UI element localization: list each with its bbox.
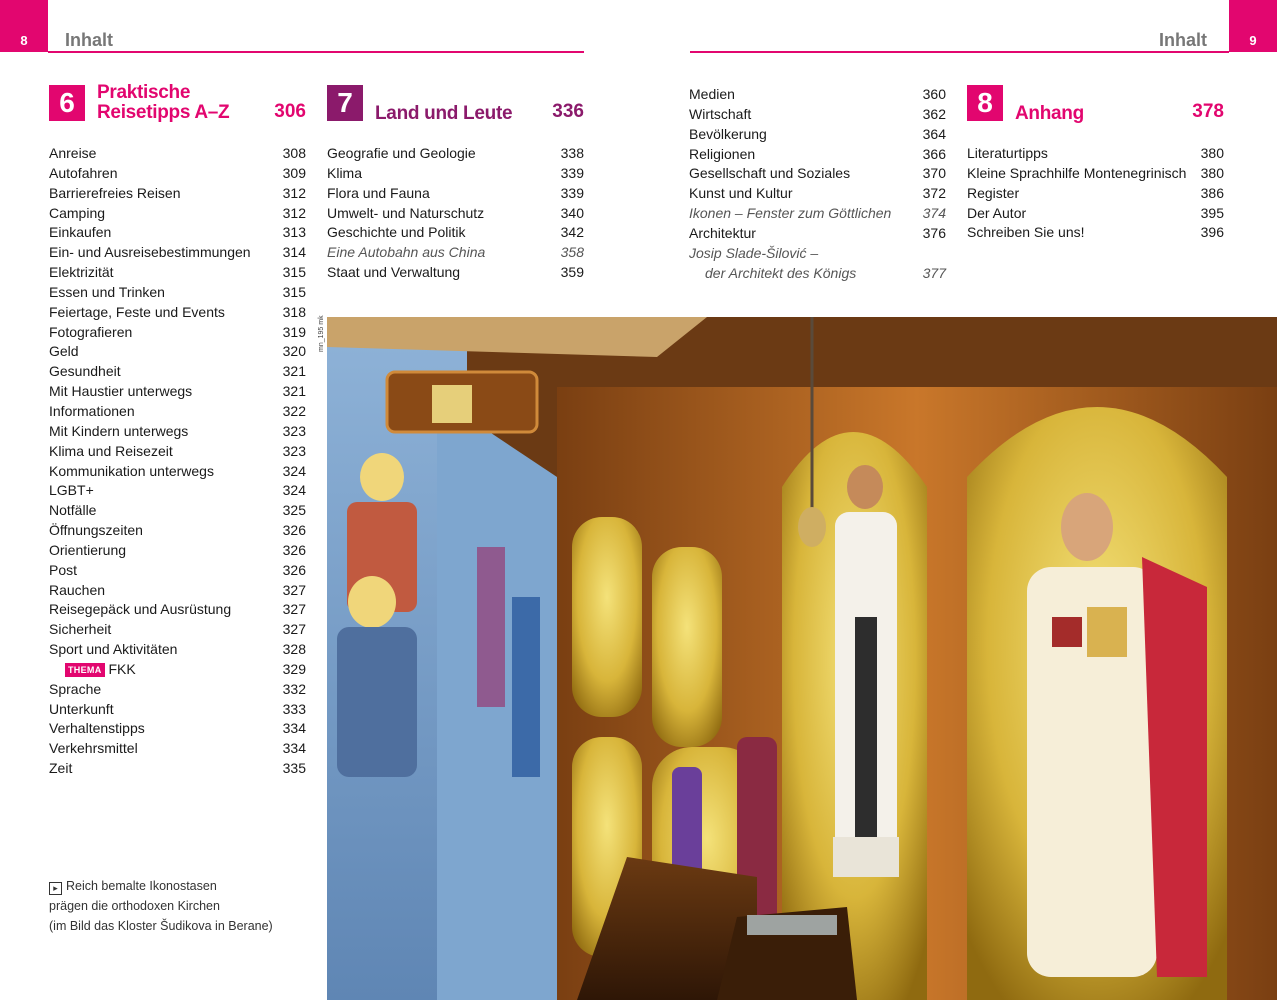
- toc-entry-text: Unterkunft: [49, 700, 114, 717]
- section-8-header: [967, 83, 1224, 123]
- toc-entry-page: 339: [560, 184, 584, 201]
- toc-entry-text: Staat und Verwaltung: [327, 264, 461, 281]
- section-8-number: 8: [967, 85, 1003, 121]
- toc-entry-page: 332: [282, 680, 306, 697]
- toc-entry-page: 377: [922, 264, 946, 281]
- toc-entry: [327, 223, 584, 243]
- toc-entry-page: 326: [282, 561, 306, 578]
- header-rule-right: [690, 51, 1229, 53]
- toc-entry-page: 309: [282, 164, 306, 181]
- toc-entry: [967, 144, 1224, 164]
- toc-entry-page: 362: [922, 105, 946, 122]
- section-6-number: 6: [49, 85, 85, 121]
- toc-entry-text: Wirtschaft: [689, 105, 752, 122]
- toc-entry-label: [49, 382, 192, 402]
- toc-entry-text: Architektur: [689, 224, 756, 241]
- toc-entry-label: [49, 620, 111, 640]
- toc-entry: [49, 620, 306, 640]
- toc-entry-label: [49, 342, 79, 362]
- toc-entry-text: Notfälle: [49, 502, 97, 519]
- toc-entry-label: [49, 362, 121, 382]
- toc-entry-label: [49, 204, 105, 224]
- toc-entry-text: Essen und Trinken: [49, 283, 165, 300]
- toc-entry-text: Geografie und Geologie: [327, 145, 476, 161]
- toc-entry-label: [967, 164, 1186, 184]
- toc-entry: [49, 739, 306, 759]
- toc-entry-label: [49, 581, 105, 601]
- toc-entry-page: 372: [922, 185, 946, 202]
- toc-section-8: [967, 144, 1224, 243]
- toc-entry-page: 326: [282, 522, 306, 539]
- toc-entry-text: Kommunikation unterwegs: [49, 462, 214, 479]
- toc-entry-label: [49, 541, 126, 561]
- toc-entry-label: [49, 184, 181, 204]
- toc-entry-page: 370: [922, 165, 946, 182]
- toc-entry-label: [689, 224, 756, 244]
- header-rule-left: [48, 51, 584, 53]
- toc-entry-text: Sport und Aktivitäten: [49, 641, 178, 658]
- toc-entry-label: [967, 204, 1026, 224]
- toc-entry-text: Literaturtipps: [967, 145, 1048, 161]
- toc-entry-page: 328: [282, 641, 306, 658]
- section-7-header: [327, 83, 584, 123]
- toc-entry: [689, 164, 946, 184]
- toc-entry-label: [49, 660, 136, 680]
- toc-entry: [967, 164, 1224, 184]
- toc-entry: [49, 303, 306, 323]
- toc-entry: [49, 204, 306, 224]
- toc-entry-text: Reisegepäck und Ausrüstung: [49, 601, 232, 618]
- toc-entry-label: [49, 422, 188, 442]
- toc-entry: [49, 561, 306, 581]
- toc-entry-text: Autofahren: [49, 164, 118, 181]
- toc-entry-label: [49, 144, 96, 164]
- toc-entry: [327, 144, 584, 164]
- toc-entry-label: [49, 739, 138, 759]
- page-number-left: 8: [0, 0, 48, 52]
- toc-entry: [689, 105, 946, 125]
- toc-entry-label: [689, 244, 818, 264]
- section-6-title: Praktische Reisetipps A–Z: [97, 82, 230, 123]
- toc-entry: [49, 342, 306, 362]
- toc-entry: [49, 462, 306, 482]
- toc-entry-label: [49, 402, 135, 422]
- toc-entry-page: 360: [922, 86, 946, 102]
- toc-entry-text: Schreiben Sie uns!: [967, 224, 1085, 241]
- toc-entry-page: 327: [282, 581, 306, 598]
- toc-entry-page: 359: [560, 264, 584, 281]
- toc-entry: [49, 521, 306, 541]
- toc-entry: [49, 382, 306, 402]
- toc-entry-label: [49, 481, 94, 501]
- toc-entry-label: [49, 243, 251, 263]
- toc-entry-page: 321: [282, 363, 306, 380]
- toc-entry: [49, 501, 306, 521]
- toc-entry: [49, 263, 306, 283]
- toc-entry-label: [327, 144, 476, 164]
- toc-entry: [49, 442, 306, 462]
- toc-entry-text: Klima und Reisezeit: [49, 442, 173, 459]
- toc-entry-label: [49, 223, 111, 243]
- toc-entry-page: 366: [922, 145, 946, 162]
- toc-entry: [49, 323, 306, 343]
- toc-entry-label: [49, 283, 165, 303]
- toc-entry-text: FKK: [108, 660, 136, 677]
- toc-entry-label: [49, 323, 132, 343]
- toc-entry-text: Flora und Fauna: [327, 184, 430, 201]
- toc-entry-label: [49, 719, 145, 739]
- toc-entry-page: 320: [282, 343, 306, 360]
- toc-entry-text: Sicherheit: [49, 621, 112, 638]
- toc-entry-page: 380: [1200, 164, 1224, 181]
- toc-entry-page: 358: [560, 244, 584, 261]
- toc-entry-page: 312: [282, 184, 306, 201]
- toc-entry-page: 334: [282, 740, 306, 757]
- toc-entry-text: Kleine Sprachhilfe Montenegrinisch: [967, 164, 1187, 181]
- toc-entry-text: Bevölkerung: [689, 125, 767, 142]
- toc-entry: [689, 224, 946, 244]
- toc-entry: [49, 362, 306, 382]
- toc-entry-text: Einkaufen: [49, 224, 112, 241]
- toc-entry: [327, 184, 584, 204]
- toc-entry: [49, 581, 306, 601]
- toc-section-6: [49, 144, 306, 779]
- toc-entry: [327, 164, 584, 184]
- toc-entry-label: [689, 125, 767, 145]
- section-8-title: Anhang: [1015, 103, 1084, 124]
- toc-entry-page: 339: [560, 164, 584, 181]
- toc-entry-text: Verhaltenstipps: [49, 720, 145, 737]
- toc-entry-text: Barrierefreies Reisen: [49, 184, 181, 201]
- toc-entry-page: 386: [1200, 184, 1224, 201]
- toc-entry-label: [689, 85, 735, 105]
- toc-entry-page: 319: [282, 323, 306, 340]
- toc-entry: [49, 660, 306, 680]
- toc-entry-label: [49, 521, 143, 541]
- toc-entry-label: [49, 640, 177, 660]
- toc-entry-label: [327, 204, 484, 224]
- toc-entry-page: 318: [282, 303, 306, 320]
- toc-entry-text: Fotografieren: [49, 323, 133, 340]
- toc-entry-text: Öffnungszeiten: [49, 522, 143, 539]
- toc-entry-text: Mit Haustier unterwegs: [49, 383, 193, 400]
- toc-entry: [689, 244, 946, 264]
- toc-entry-text: Verkehrsmittel: [49, 740, 138, 757]
- toc-entry-page: 329: [282, 660, 306, 677]
- page-number-right: 9: [1229, 0, 1277, 52]
- toc-entry-page: 315: [282, 283, 306, 300]
- toc-entry: [49, 144, 306, 164]
- toc-entry-text: Camping: [49, 204, 106, 221]
- toc-entry-label: [49, 462, 214, 482]
- toc-entry: [49, 640, 306, 660]
- toc-entry: [49, 759, 306, 779]
- toc-entry-page: 395: [1200, 204, 1224, 221]
- thema-badge: THEMA: [65, 663, 105, 677]
- running-head-left: Inhalt: [65, 30, 113, 50]
- toc-entry-text: Ikonen – Fenster zum Göttlichen: [689, 205, 892, 222]
- toc-entry-label: [49, 303, 225, 323]
- toc-entry-label: [327, 223, 466, 243]
- toc-entry: [327, 263, 584, 283]
- toc-entry-page: 322: [282, 402, 306, 419]
- toc-entry-page: 314: [282, 244, 306, 261]
- toc-entry-text: Post: [49, 561, 78, 578]
- section-8-page: 378: [1192, 101, 1224, 122]
- toc-entry: [967, 184, 1224, 204]
- toc-entry: [327, 243, 584, 263]
- toc-entry: [49, 422, 306, 442]
- toc-entry-text: Ein- und Ausreisebestimmungen: [49, 244, 251, 261]
- toc-entry: [49, 541, 306, 561]
- section-6-header: [49, 83, 306, 123]
- toc-entry-label: [49, 501, 96, 521]
- toc-entry-page: 338: [560, 145, 584, 161]
- toc-entry: [49, 680, 306, 700]
- toc-entry-label: [689, 204, 891, 224]
- toc-entry-text: Orientierung: [49, 541, 127, 558]
- toc-entry: [967, 204, 1224, 224]
- photo-credit: mn_195 mk: [318, 315, 325, 352]
- toc-entry-label: [49, 680, 101, 700]
- iconostasis-photo: [327, 317, 1277, 1000]
- toc-entry-label: [327, 184, 430, 204]
- arrow-right-icon: ▸: [49, 882, 62, 895]
- section-7-number: 7: [327, 85, 363, 121]
- toc-entry-page: 325: [282, 502, 306, 519]
- toc-entry-label: [49, 600, 231, 620]
- toc-entry: [49, 402, 306, 422]
- toc-entry-page: 335: [282, 760, 306, 777]
- toc-entry: [49, 719, 306, 739]
- toc-entry-label: [689, 184, 793, 204]
- toc-entry-label: [49, 164, 118, 184]
- toc-entry-label: [967, 144, 1048, 164]
- toc-entry-page: 315: [282, 264, 306, 281]
- toc-entry-text: Feiertage, Feste und Events: [49, 303, 225, 320]
- section-6-page: 306: [274, 101, 306, 122]
- toc-entry-page: 324: [282, 462, 306, 479]
- toc-entry-text: Sprache: [49, 680, 102, 697]
- toc-entry-label: [327, 164, 362, 184]
- toc-entry-text: Gesundheit: [49, 363, 121, 380]
- toc-entry: [689, 125, 946, 145]
- toc-entry-page: 326: [282, 541, 306, 558]
- toc-entry-page: 324: [282, 482, 306, 499]
- toc-entry-page: 364: [922, 125, 946, 142]
- running-head-right: Inhalt: [1159, 30, 1207, 50]
- toc-entry-page: 333: [282, 700, 306, 717]
- toc-entry-label: [49, 700, 114, 720]
- toc-entry-text: Gesellschaft und Soziales: [689, 165, 851, 182]
- toc-entry-text: Josip Slade-Šilović –: [689, 244, 819, 261]
- toc-entry-text: Mit Kindern unterwegs: [49, 422, 189, 439]
- toc-entry-text: Register: [967, 184, 1020, 201]
- toc-entry: [967, 223, 1224, 243]
- toc-entry-text: Anreise: [49, 145, 97, 161]
- toc-entry-text: Geld: [49, 343, 79, 360]
- toc-entry: [689, 85, 946, 105]
- toc-entry: [689, 204, 946, 224]
- toc-entry-page: 308: [282, 145, 306, 161]
- toc-entry-page: 321: [282, 383, 306, 400]
- toc-entry-page: 327: [282, 601, 306, 618]
- section-7-title: Land und Leute: [375, 103, 513, 124]
- toc-entry-text: Elektrizität: [49, 264, 114, 281]
- toc-entry-label: [49, 263, 114, 283]
- toc-entry: [49, 184, 306, 204]
- toc-entry-label: [967, 223, 1085, 243]
- toc-entry-text: Eine Autobahn aus China: [327, 244, 486, 261]
- photo-caption: ▸ Reich bemalte Ikonostasen prägen die orthodoxen Kirchen (im Bild das Kloster Šudikova in Berane): [49, 879, 273, 933]
- toc-entry-page: 380: [1200, 145, 1224, 161]
- toc-entry-page: 374: [922, 205, 946, 222]
- toc-entry-label: [967, 184, 1019, 204]
- toc-entry-page: 312: [282, 204, 306, 221]
- toc-entry-label: [689, 145, 755, 165]
- toc-entry-text: Kunst und Kultur: [689, 185, 793, 202]
- toc-entry-label: [49, 759, 72, 779]
- toc-entry-page: 340: [560, 204, 584, 221]
- toc-entry-text: Religionen: [689, 145, 756, 162]
- toc-entry-text: Informationen: [49, 402, 135, 419]
- toc-entry: [49, 223, 306, 243]
- toc-entry: [49, 600, 306, 620]
- toc-entry: [689, 264, 946, 284]
- toc-entry: [327, 204, 584, 224]
- toc-entry: [49, 700, 306, 720]
- toc-entry-page: 376: [922, 224, 946, 241]
- toc-entry-text: Rauchen: [49, 581, 106, 598]
- toc-entry-page: 323: [282, 442, 306, 459]
- toc-entry-label: [49, 561, 77, 581]
- toc-entry-page: 327: [282, 621, 306, 638]
- toc-entry-text: Zeit: [49, 760, 73, 777]
- toc-entry-label: [689, 164, 850, 184]
- toc-entry-page: 323: [282, 422, 306, 439]
- toc-entry-text: Der Autor: [967, 204, 1027, 221]
- toc-entry: [49, 283, 306, 303]
- toc-entry: [49, 243, 306, 263]
- toc-entry-label: [49, 442, 173, 462]
- toc-entry-text: Umwelt- und Naturschutz: [327, 204, 485, 221]
- toc-section-7: [327, 144, 584, 283]
- toc-entry-text: LGBT+: [49, 482, 94, 499]
- toc-entry: [49, 164, 306, 184]
- toc-entry: [689, 145, 946, 165]
- toc-entry-label: [327, 243, 485, 263]
- toc-entry-text: Medien: [689, 86, 735, 102]
- toc-entry-text: Geschichte und Politik: [327, 224, 466, 241]
- toc-entry-text: der Architekt des Königs: [705, 264, 857, 281]
- toc-entry-label: [689, 105, 751, 125]
- toc-entry-page: 334: [282, 720, 306, 737]
- section-7-page: 336: [552, 101, 584, 122]
- toc-entry-text: Klima: [327, 164, 363, 181]
- toc-entry: [49, 481, 306, 501]
- toc-entry-page: 313: [282, 224, 306, 241]
- toc-section-7-continued: [689, 85, 946, 283]
- toc-entry-label: [689, 264, 856, 284]
- toc-entry-page: 342: [560, 224, 584, 241]
- toc-entry: [689, 184, 946, 204]
- toc-entry-page: 396: [1200, 224, 1224, 241]
- toc-entry-label: [327, 263, 460, 283]
